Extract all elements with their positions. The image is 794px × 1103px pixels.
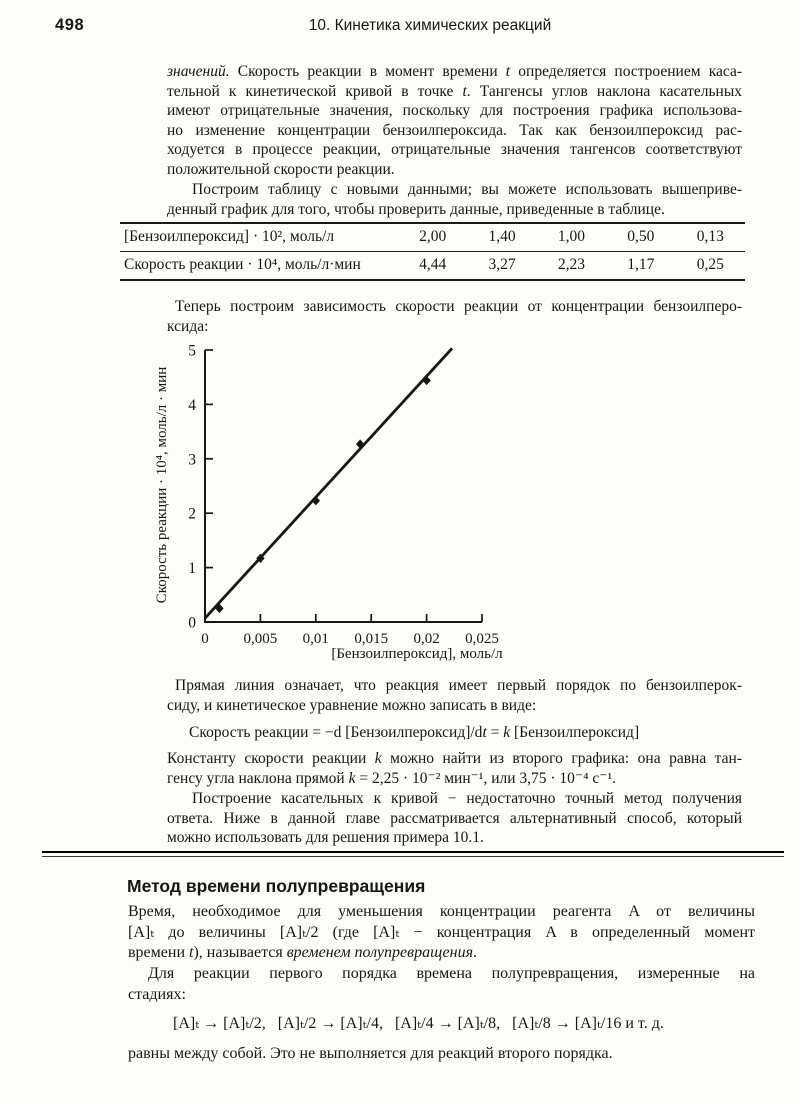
text-run: можно найти из второго графика: она равна тан- (381, 750, 742, 767)
text-run: . (473, 944, 478, 962)
italic-run: t (482, 724, 487, 741)
text-run: стадиях: (128, 985, 186, 1003)
table-cell: 0,13 (676, 223, 745, 252)
paragraph-plot-intro (167, 297, 742, 336)
text-line (167, 676, 742, 696)
x-tick-label: 0,025 (465, 631, 499, 647)
table-cell: 4,44 (419, 256, 447, 273)
text-run: ), называется (193, 944, 287, 962)
text-line (167, 140, 742, 160)
table-cell: 1,40 (467, 223, 536, 252)
text-run: Время, необходимое для уменьшения концентрации реагента A от величины (128, 903, 755, 920)
text-run: имеют отрицательные значения, поскольку для построения графика использова- (167, 102, 742, 120)
text-run: положительной скорости реакции. (167, 160, 395, 178)
text-run: . Тангенсы углов наклона касательных (466, 82, 742, 100)
text-line (128, 1044, 755, 1065)
text-run: определяется построением каса- (510, 63, 742, 80)
text-line (167, 82, 742, 102)
equation-half-life-stages (173, 1014, 664, 1035)
page-number: 498 (55, 16, 85, 34)
y-axis-label: Скорость реакции · 10⁴, моль/л · мин (154, 366, 170, 604)
italic-run: значений. (167, 63, 230, 80)
text-run: времени (128, 944, 190, 962)
paragraph-tangent-method-note (167, 789, 742, 848)
text-run: тельной к кинетической кривой в точке (167, 82, 463, 100)
y-tick-label: 2 (188, 505, 196, 523)
text-line (167, 101, 742, 121)
italic-run: временем полупревращения (286, 944, 474, 962)
paragraph-half-life-definition (128, 902, 755, 964)
text-line (167, 696, 742, 716)
section-divider-rule (42, 851, 784, 857)
table-cell: 2,00 (398, 223, 467, 252)
text-run: сиду, и кинетическое уравнение можно записать в виде: (167, 696, 537, 714)
text-line (167, 180, 742, 200)
text-run: [A]ₜ → [A]ₜ/2, [A]ₜ/2 → [A]ₜ/4, [A]ₜ/4 → [A]ₜ/8, [A]ₜ/8 → [A]ₜ/16 и т. д. (173, 1015, 664, 1032)
text-run: можно использовать для решения примера 10.1. (167, 829, 484, 847)
data-point-marker (312, 496, 320, 505)
text-run: Прямая линия означает, что реакция имеет первый порядок по бензоилперок- (175, 677, 742, 694)
paragraph-rate-constant (167, 749, 742, 788)
italic-run: k (503, 724, 511, 741)
row-label: [Бензоилпероксид] · 10², моль/л (120, 223, 398, 252)
y-tick-label: 0 (188, 614, 196, 632)
rate-vs-concentration-chart (140, 342, 530, 672)
italic-run: k (374, 750, 382, 767)
table-cell: 0,50 (606, 223, 675, 252)
paragraph-tangent-explanation (167, 62, 742, 180)
table-row (120, 252, 745, 281)
italic-run: t (189, 944, 194, 962)
text-line (167, 62, 742, 82)
text-run: Построим таблицу с новыми данными; вы можете использовать вышеприве- (192, 181, 742, 198)
text-line (167, 297, 742, 317)
text-run: ответа. Ниже в данной главе рассматривается альтернативный способ, который (167, 809, 742, 827)
paragraph-second-order-note (128, 1044, 755, 1065)
text-line (167, 121, 742, 141)
x-axis-label: [Бензоилпероксид], моль/л (331, 646, 503, 662)
text-line (167, 809, 742, 829)
table-cell: 2,23 (557, 256, 586, 273)
text-line (128, 985, 755, 1006)
text-run: Для реакции первого порядка времена полупревращения, измеренные на (148, 965, 755, 982)
x-tick-label: 0,01 (302, 631, 329, 647)
x-tick-label: 0,015 (354, 631, 389, 647)
text-run: Теперь построим зависимость скорости реакции от концентрации бензоилперо- (175, 298, 742, 315)
x-tick-label: 0,02 (413, 631, 440, 647)
text-run: [A]ₜ до величины [A]ₜ/2 (где [A]ₜ − концентрация A в определенный момент (128, 923, 755, 941)
text-line (128, 923, 755, 944)
row-label: Скорость реакции · 10⁴, моль/л·мин (124, 256, 361, 273)
text-line (167, 769, 742, 789)
text-line (167, 789, 742, 809)
text-run: денный график для того, чтобы проверить данные, приведенные в таблице. (167, 200, 665, 218)
text-run: равны между собой. Это не выполняется для реакций второго порядка. (128, 1045, 613, 1062)
table-row (120, 223, 745, 252)
text-line (128, 964, 755, 985)
x-tick-label: 0,005 (243, 631, 278, 647)
y-tick-label: 4 (188, 396, 196, 414)
table-cell: 3,27 (488, 256, 516, 273)
text-run: Построение касательных к кривой − недостаточно точный метод получения (192, 790, 742, 807)
text-line (167, 160, 742, 180)
data-point-marker (422, 376, 430, 385)
text-line (167, 200, 742, 220)
text-line (167, 828, 742, 848)
text-run: Скорость реакции в момент времени (229, 63, 506, 80)
paragraph-build-table (167, 180, 742, 219)
fit-line (205, 348, 452, 618)
table-cell: 0,25 (696, 256, 724, 273)
text-run: = (486, 724, 504, 741)
text-line (167, 317, 742, 337)
x-tick-label: 0 (201, 631, 209, 647)
concentration-rate-table (120, 222, 745, 281)
text-run: но изменение концентрации бензоилпероксида. Так как бензоилпероксид рас- (167, 121, 742, 139)
equation-rate-law (189, 723, 639, 743)
text-run: Скорость реакции = −d [Бензоилпероксид]/d (189, 724, 483, 741)
text-run: = 2,25 · 10⁻² мин⁻¹, или 3,75 · 10⁻⁴ с⁻¹. (355, 769, 616, 787)
table-cell: 1,00 (537, 223, 606, 252)
y-tick-label: 3 (188, 451, 196, 469)
table-cell: 1,17 (627, 256, 655, 273)
paragraph-first-order-half-lives (128, 964, 755, 1005)
text-run: [Бензоилпероксид] (510, 724, 640, 741)
text-line (189, 723, 639, 743)
italic-run: k (348, 769, 356, 787)
text-line (173, 1014, 664, 1035)
text-run: Константу скорости реакции (167, 750, 375, 767)
text-line (128, 902, 755, 923)
y-tick-label: 1 (188, 560, 196, 578)
running-head: 10. Кинетика химических реакций (308, 17, 552, 34)
text-run: ксида: (167, 317, 209, 335)
axes (205, 350, 482, 622)
text-line (128, 943, 755, 964)
text-run: ходуется в процессе реакции, отрицательные значения тангенсов соответствуют (167, 141, 742, 159)
y-tick-label: 5 (188, 342, 196, 360)
text-run: генсу угла наклона прямой (167, 769, 349, 787)
text-line (167, 749, 742, 769)
italic-run: t (505, 63, 511, 80)
paragraph-first-order (167, 676, 742, 715)
italic-run: t (462, 82, 467, 100)
section-heading: Метод времени полупревращения (127, 876, 426, 896)
